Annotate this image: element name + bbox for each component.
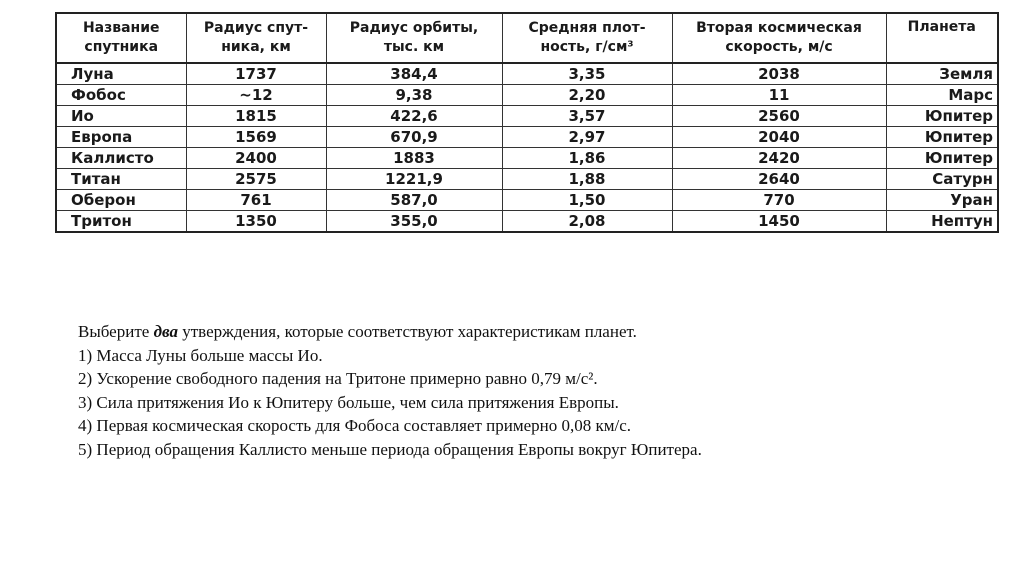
cell-density: 3,35 bbox=[502, 63, 672, 85]
cell-planet: Земля bbox=[886, 63, 998, 85]
cell-radius: 2575 bbox=[186, 169, 326, 190]
cell-velocity: 770 bbox=[672, 190, 886, 211]
statement-2: 2) Ускорение свободного падения на Тритоне примерно равно 0,79 м/с². bbox=[78, 369, 598, 388]
cell-density: 3,57 bbox=[502, 106, 672, 127]
header-text: Радиус орбиты, bbox=[349, 20, 479, 36]
header-text: Планета bbox=[907, 19, 976, 35]
cell-radius: 1815 bbox=[186, 106, 326, 127]
cell-velocity: 11 bbox=[672, 85, 886, 106]
header-text: тыс. км bbox=[383, 39, 445, 55]
cell-density: 2,08 bbox=[502, 211, 672, 233]
cell-name: Титан bbox=[56, 169, 186, 190]
cell-orbit: 587,0 bbox=[326, 190, 502, 211]
cell-velocity: 2420 bbox=[672, 148, 886, 169]
cell-velocity: 1450 bbox=[672, 211, 886, 233]
cell-radius: 1350 bbox=[186, 211, 326, 233]
table-row bbox=[56, 169, 998, 190]
header-satellite-radius bbox=[186, 13, 326, 63]
header-text: Вторая космическая bbox=[696, 20, 862, 36]
header-text: Средняя плот- bbox=[528, 20, 646, 36]
statement-3: 3) Сила притяжения Ио к Юпитеру больше, чем сила притяжения Европы. bbox=[78, 392, 619, 412]
intro-keyword: два bbox=[153, 322, 178, 341]
cell-name: Луна bbox=[56, 63, 186, 85]
statement-1: 1) Масса Луны больше массы Ио. bbox=[78, 345, 323, 365]
cell-planet: Юпитер bbox=[886, 127, 998, 148]
cell-name: Европа bbox=[56, 127, 186, 148]
cell-planet: Юпитер bbox=[886, 106, 998, 127]
task-intro bbox=[78, 320, 978, 344]
task-text bbox=[78, 320, 978, 461]
table-header-row bbox=[56, 13, 998, 63]
intro-text: утверждения, которые соответствуют характеристикам планет. bbox=[177, 322, 637, 341]
cell-radius: 1737 bbox=[186, 63, 326, 85]
cell-radius: 1569 bbox=[186, 127, 326, 148]
table-row bbox=[56, 127, 998, 148]
table-row bbox=[56, 63, 998, 85]
header-text: ность, г/см³ bbox=[540, 39, 634, 55]
cell-orbit: 422,6 bbox=[326, 106, 502, 127]
header-text: скорость, м/с bbox=[725, 39, 833, 55]
cell-name: Фобос bbox=[56, 85, 186, 106]
cell-name: Оберон bbox=[56, 190, 186, 211]
table-row bbox=[56, 85, 998, 106]
cell-radius: 2400 bbox=[186, 148, 326, 169]
cell-name: Тритон bbox=[56, 211, 186, 233]
header-text: ника, км bbox=[221, 39, 291, 55]
cell-name: Каллисто bbox=[56, 148, 186, 169]
header-density bbox=[502, 13, 672, 63]
intro-text: Выберите bbox=[78, 322, 154, 341]
table-row bbox=[56, 190, 998, 211]
table-row bbox=[56, 211, 998, 233]
header-escape-velocity bbox=[672, 13, 886, 63]
header-orbit-radius bbox=[326, 13, 502, 63]
cell-density: 1,50 bbox=[502, 190, 672, 211]
cell-radius: ~12 bbox=[186, 85, 326, 106]
cell-density: 1,88 bbox=[502, 169, 672, 190]
header-satellite-name bbox=[56, 13, 186, 63]
cell-name: Ио bbox=[56, 106, 186, 127]
cell-density: 1,86 bbox=[502, 148, 672, 169]
cell-velocity: 2560 bbox=[672, 106, 886, 127]
table-row bbox=[56, 148, 998, 169]
cell-velocity: 2038 bbox=[672, 63, 886, 85]
cell-orbit: 355,0 bbox=[326, 211, 502, 233]
satellites-table bbox=[55, 12, 999, 233]
cell-orbit: 9,38 bbox=[326, 85, 502, 106]
cell-density: 2,97 bbox=[502, 127, 672, 148]
cell-orbit: 1221,9 bbox=[326, 169, 502, 190]
cell-velocity: 2640 bbox=[672, 169, 886, 190]
header-text: Название bbox=[82, 20, 160, 36]
cell-orbit: 1883 bbox=[326, 148, 502, 169]
cell-orbit: 670,9 bbox=[326, 127, 502, 148]
table-row bbox=[56, 106, 998, 127]
cell-planet: Марс bbox=[886, 85, 998, 106]
cell-planet: Юпитер bbox=[886, 148, 998, 169]
cell-planet: Уран bbox=[886, 190, 998, 211]
cell-radius: 761 bbox=[186, 190, 326, 211]
header-text: спутника bbox=[84, 39, 159, 55]
header-text: Радиус спут- bbox=[203, 20, 309, 36]
statement-4: 4) Первая космическая скорость для Фобоса составляет примерно 0,08 км/с. bbox=[78, 416, 632, 435]
cell-velocity: 2040 bbox=[672, 127, 886, 148]
header-planet bbox=[886, 13, 998, 63]
cell-planet: Нептун bbox=[886, 211, 998, 233]
cell-planet: Сатурн bbox=[886, 169, 998, 190]
cell-density: 2,20 bbox=[502, 85, 672, 106]
statement-5: 5) Период обращения Каллисто меньше периода обращения Европы вокруг Юпитера. bbox=[78, 439, 702, 459]
cell-orbit: 384,4 bbox=[326, 63, 502, 85]
